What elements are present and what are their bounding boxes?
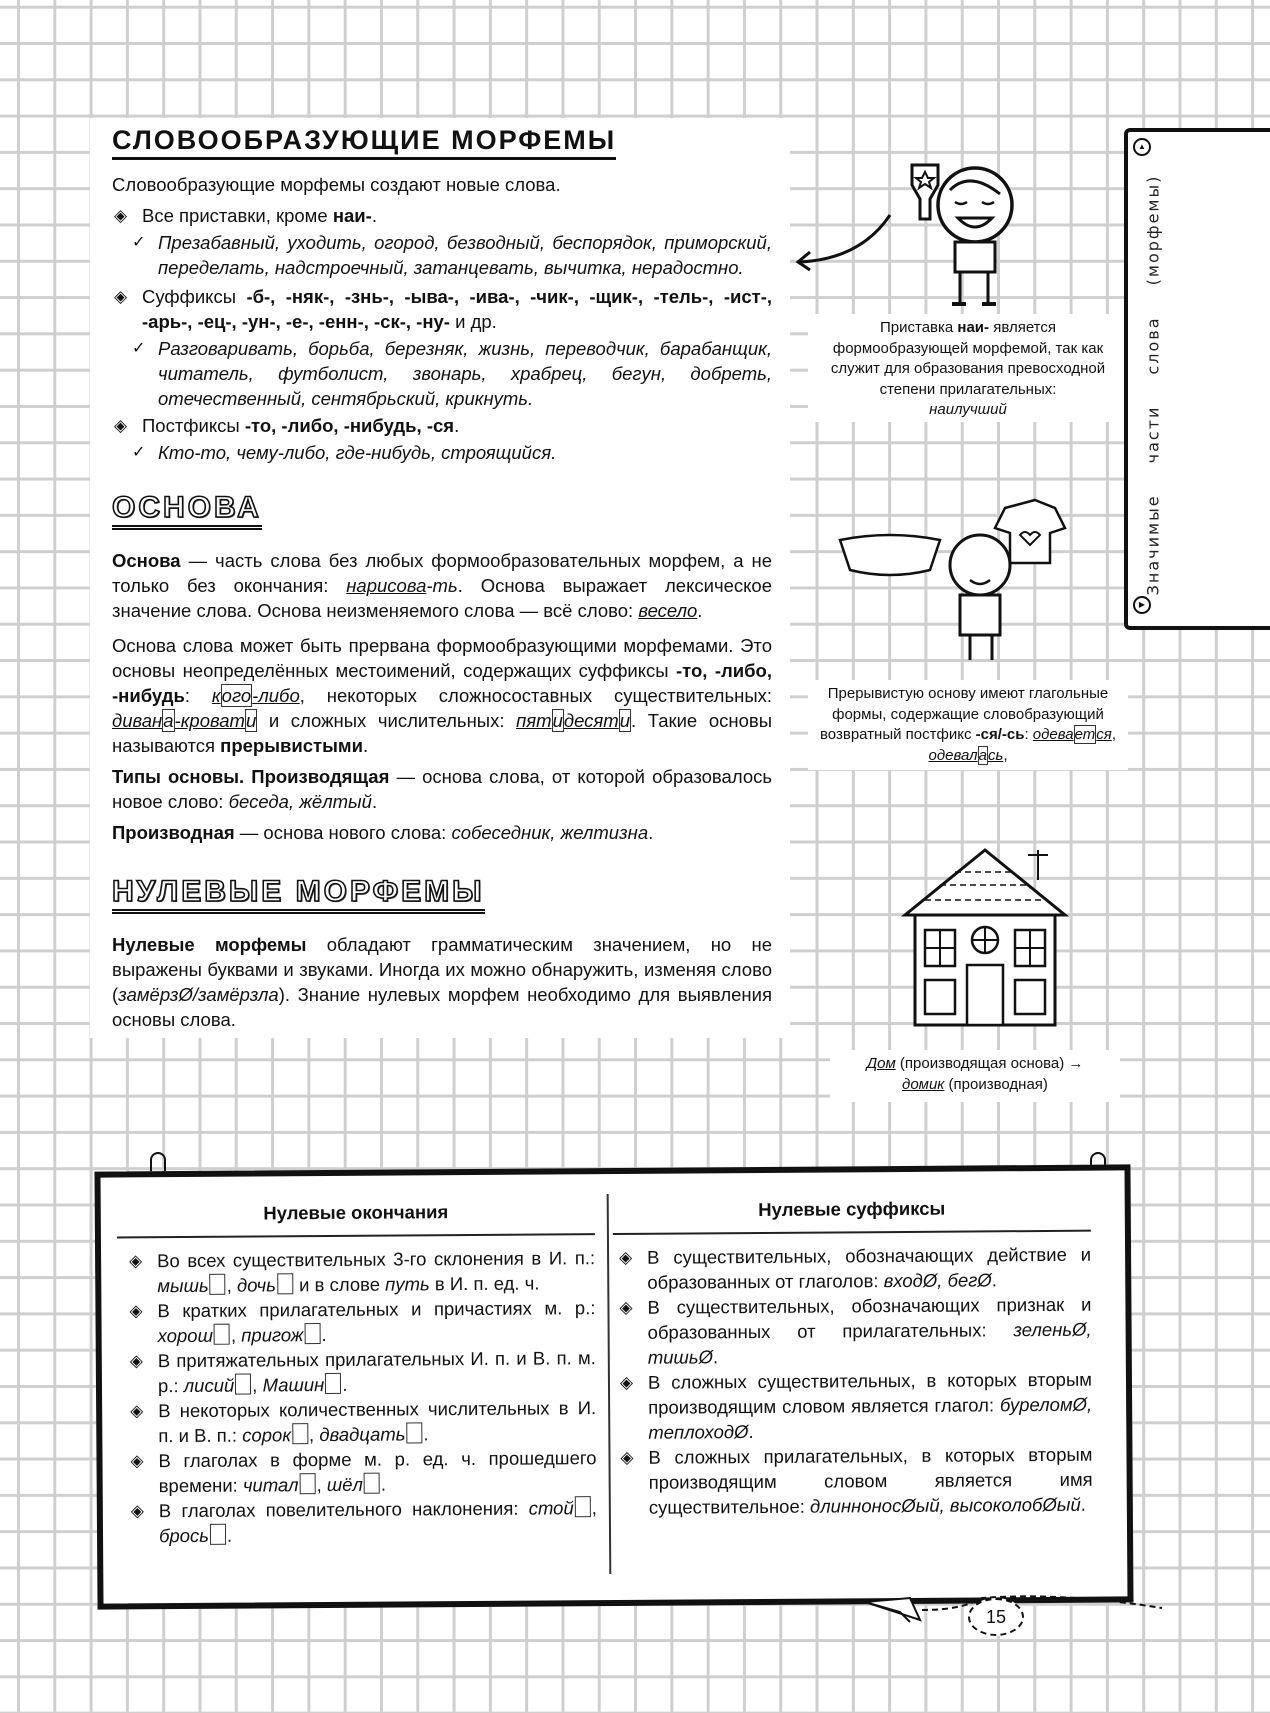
prefixes-item: ◈ Все приставки, кроме наи-. xyxy=(112,203,772,228)
table-row: ◈ В существительных, обозначающих действие и образованных от глаголов: входØ, бегØ. xyxy=(617,1242,1091,1295)
zero-ending-box xyxy=(575,1496,591,1517)
table-row: ◈ В глаголах в форме м. р. ед. ч. прошедшего времени: читал , шёл . xyxy=(128,1445,596,1498)
section-title-zero-morphemes: НУЛЕВЫЕ МОРФЕМЫ xyxy=(112,879,485,914)
suffix-list: -б-, -няк-, -знь-, -ыва-, -ива-, -чик-, -щик-, -тель-, -ист-, -арь-, -ец-, -ун-, -е-, -енн-, -ск-, -ну- xyxy=(142,286,773,332)
note-nai-prefix: Приставка наи- является формообразующей морфемой, так как служит для образования превосходной степени прилагательных: наилучший xyxy=(812,318,1124,421)
table-row: ◈ В притяжательных прилагательных И. п. и В. п. м. р.: лисий , Машин . xyxy=(128,1345,596,1398)
zero-ending-box xyxy=(304,1323,320,1344)
zero-ending-box xyxy=(406,1422,422,1443)
section-title-stem: ОСНОВА xyxy=(112,495,262,530)
pin-icon-bottom: ▶ xyxy=(1133,596,1151,614)
zero-ending-box xyxy=(364,1473,380,1494)
postfixes-item: ◈ Постфиксы -то, -либо, -нибудь, -ся. xyxy=(112,413,772,438)
postfixes-examples: ✓ Кто-то, чему-либо, где-нибудь, строящийся. xyxy=(112,440,772,465)
table-row: ◈ В глаголах повелительного наклонения: стой , брось . xyxy=(129,1495,597,1548)
zero-ending-box xyxy=(292,1423,308,1444)
page-number: 15 xyxy=(968,1598,1024,1636)
table-row: ◈ В существительных, обозначающих признак и образованных от прилагательных: зеленьØ, тишьØ. xyxy=(617,1292,1092,1370)
postfix-list: -то, -либо, -нибудь, -ся xyxy=(244,415,455,436)
prefixes-examples: ✓ Презабавный, уходить, огород, безводный, беспорядок, приморский, переделать, надстроечный, затанцевать, вычитка, нерадостно. xyxy=(112,230,772,280)
zero-ending-box xyxy=(235,1374,251,1395)
zero-ending-box xyxy=(210,1274,226,1295)
discontinuous-stem-paragraph: Основа слова может быть прервана формообразующими морфемами. Это основы неопределённых местоимений, содержащих суффиксы -то, -либо, -нибудь: кого-либо, некоторых сложносоставных существительных: дивана-кровати и сложных числительных: пятидесяти. Такие основы называются прерывистыми. xyxy=(112,635,773,756)
zero-morphemes-table xyxy=(94,1164,1133,1609)
table-row: ◈ В сложных существительных, в которых вторым производящим словом является глагол: буреломØ, теплоходØ. xyxy=(618,1367,1093,1445)
table-row: ◈ В некоторых количественных числительных в И. п. и В. п.: сорок , двадцать . xyxy=(128,1395,596,1448)
derived-stem-paragraph: Производная — основа нового слова: собеседник, желтизна. xyxy=(112,822,654,843)
stem-definition: Основа — часть слова без любых формообразовательных морфем, а не только без окончания: нарисова-ть. Основа выражает лексическое значение слова. Основа неизменяемого слова — всё слово: весело. xyxy=(112,550,773,621)
suffixes-item: ◈ Суффиксы -б-, -няк-, -знь-, -ыва-, -ива-, -чик-, -щик-, -тель-, -ист-, -арь-, -ец-, -ун-, -е-, -енн-, -ск-, -ну- и др. xyxy=(112,284,772,334)
section-title-wordforming: СЛОВООБРАЗУЮЩИЕ МОРФЕМЫ xyxy=(112,128,616,160)
zero-ending-box xyxy=(277,1273,293,1294)
zero-suffixes-header: Нулевые суффиксы xyxy=(613,1195,1091,1235)
table-row: ◈ Во всех существительных 3-го склонения в И. п.: мышь , дочь и в слове путь в И. п. ед. ч. xyxy=(127,1245,595,1298)
zero-ending-box xyxy=(210,1524,226,1545)
house-illustration xyxy=(900,840,1070,1030)
zero-endings-column xyxy=(117,1198,597,1548)
suffixes-examples: ✓ Разговаривать, борьба, березняк, жизнь, переводчик, барабанщик, читатель, футболист, звонарь, храбрец, бегун, добреть, отечественный, сентябрьский, крикнуть. xyxy=(112,336,772,411)
zero-ending-box xyxy=(325,1373,341,1394)
prefix-exception: наи- xyxy=(332,205,372,226)
table-row: ◈ В сложных прилагательных, в которых вторым производящим словом является имя существительное: длинноносØый, высоколобØый. xyxy=(618,1442,1093,1520)
chapter-tab-label: Значимые части слова (морфемы) xyxy=(1143,174,1163,596)
arrow-icon xyxy=(790,210,900,280)
zero-ending-box xyxy=(214,1324,230,1345)
table-column-divider xyxy=(607,1194,611,1574)
note-discontinuous-verbs: Прерывистую основу имеют глагольные формы, содержащие словобразующий возвратный постфикс -ся/-сь: одевается, одевалась, xyxy=(812,684,1124,766)
zero-morphemes-paragraph: Нулевые морфемы обладают грамматическим значением, но не выражены буквами и звуками. Иногда их можно обнаружить, изменяя слово (замёрзØ/замёрзла). Знание нулевых морфем необходимо для выявления основы слова. xyxy=(112,934,773,1030)
character-trophy-illustration xyxy=(900,160,1040,310)
character-clothes-illustration xyxy=(830,495,1080,665)
zero-ending-box xyxy=(299,1473,315,1494)
zero-endings-header: Нулевые окончания xyxy=(117,1198,595,1238)
section1-intro: Словообразующие морфемы создают новые слова. xyxy=(112,174,561,195)
main-column xyxy=(112,118,772,1038)
zero-suffixes-column xyxy=(613,1195,1093,1520)
note-house-example: Дом (производящая основа) → домик (производная) xyxy=(834,1054,1116,1095)
pin-icon-top: ▲ xyxy=(1133,138,1151,156)
table-row: ◈ В кратких прилагательных и причастиях м. р.: хорош , пригож . xyxy=(127,1295,595,1348)
stem-types-paragraph: Типы основы. Производящая — основа слова, от которой образовалось новое слово: беседа, жёлтый. xyxy=(112,766,773,812)
